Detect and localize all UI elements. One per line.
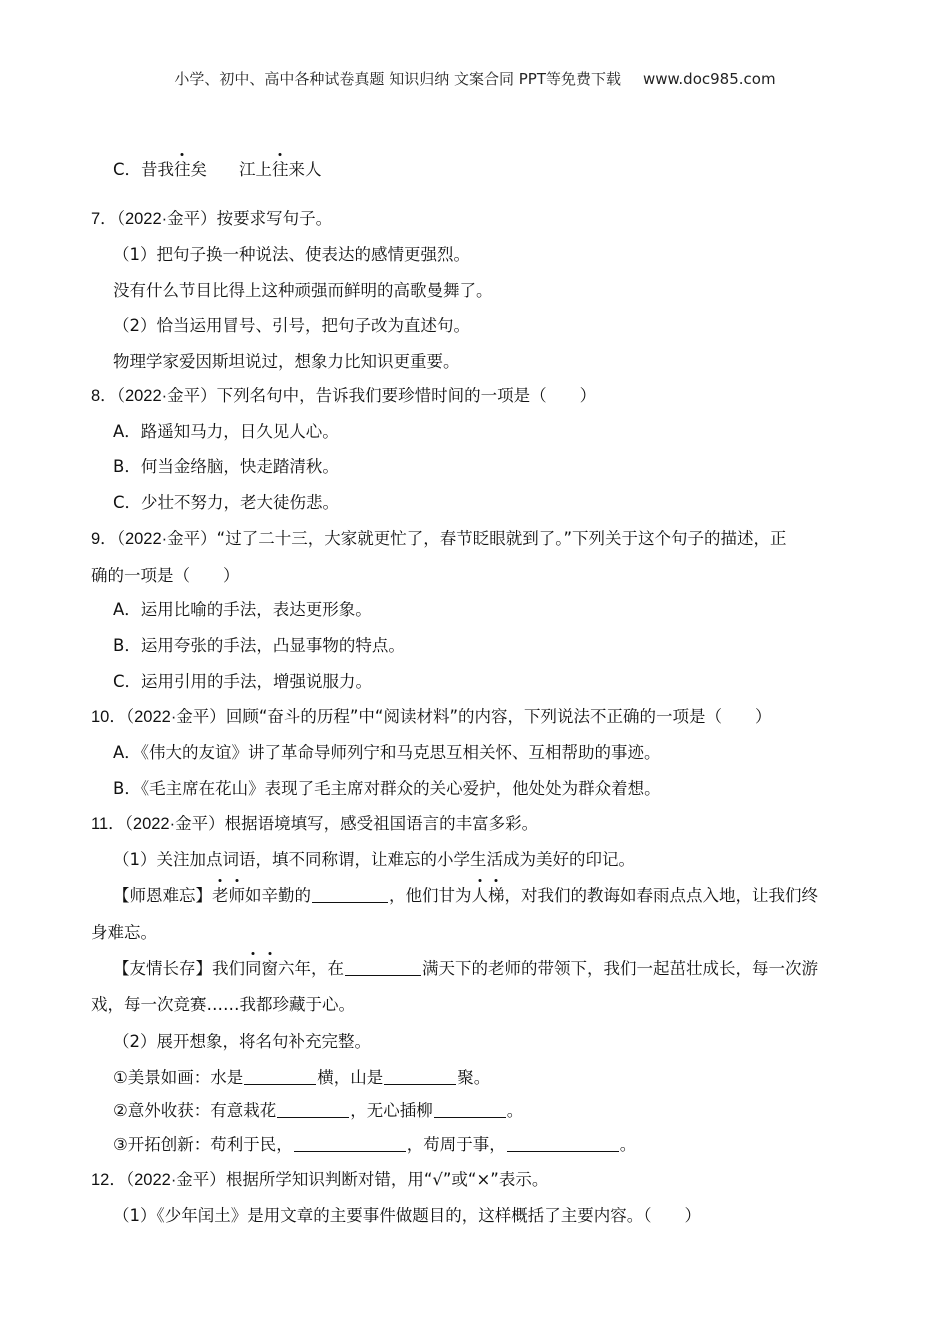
q11-part-1: （1）关注加点词语，填不同称谓，让难忘的小学生活成为美好的印记。 bbox=[113, 850, 635, 869]
question-9-cont: 确的一项是（ ） bbox=[91, 566, 240, 585]
fill-blank[interactable] bbox=[312, 886, 388, 903]
fill-blank[interactable] bbox=[507, 1135, 619, 1152]
question-9: 9．（2022·金平）“过了二十三，大家就更忙了，春节眨眼就到了。”下列关于这个句子的描述，正 bbox=[91, 529, 787, 548]
question-12: 12．（2022·金平）根据所学知识判断对错，用“√”或“×”表示。 bbox=[91, 1170, 549, 1189]
question-7: 7．（2022·金平）按要求写句子。 bbox=[91, 209, 333, 228]
q7-part-2: （2）恰当运用冒号、引号，把句子改为直述句。 bbox=[113, 316, 470, 335]
fill-blank[interactable] bbox=[345, 959, 421, 976]
q11-friend-line: 【友情长存】我们同窗六年，在 满天下的老师的带领下，我们一起茁壮成长，每一次游 bbox=[113, 959, 818, 978]
q10-option-b[interactable]: B．《毛主席在花山》表现了毛主席对群众的关心爱护，他处处为群众着想。 bbox=[113, 779, 661, 798]
q7-part-1: （1）把句子换一种说法、使表达的感情更强烈。 bbox=[113, 245, 470, 264]
header-text: 小学、初中、高中各种试卷真题 知识归纳 文案合同 PPT等免费下载 bbox=[174, 70, 621, 88]
q12-part-1: （1）《少年闰土》是用文章的主要事件做题目的，这样概括了主要内容。（ ） bbox=[113, 1206, 701, 1225]
q8-option-a[interactable]: A．路遥知马力，日久见人心。 bbox=[113, 422, 339, 441]
q11-part-2: （2）展开想象，将名句补充完整。 bbox=[113, 1032, 371, 1051]
q7-part-2-sentence: 物理学家爱因斯坦说过，想象力比知识更重要。 bbox=[113, 352, 460, 371]
fill-blank[interactable] bbox=[384, 1068, 456, 1085]
q11-teacher-line: 【师恩难忘】老师如辛勤的 ，他们甘为人梯，对我们的教诲如春雨点点入地，让我们终 bbox=[113, 886, 818, 905]
q11-item-2: ②意外收获：有意栽花 ，无心插柳 。 bbox=[113, 1101, 524, 1120]
page-header bbox=[0, 68, 950, 89]
q6-option-c[interactable]: C．昔我往矣 江上往来人 bbox=[113, 160, 322, 179]
q8-option-b[interactable]: B．何当金络脑，快走踏清秋。 bbox=[113, 457, 339, 476]
fill-blank[interactable] bbox=[294, 1135, 406, 1152]
header-url[interactable]: www.doc985.com bbox=[642, 70, 776, 88]
q7-part-1-sentence: 没有什么节目比得上这种顽强而鲜明的高歌曼舞了。 bbox=[113, 281, 493, 300]
fill-blank[interactable] bbox=[434, 1101, 506, 1118]
q9-option-c[interactable]: C．运用引用的手法，增强说服力。 bbox=[113, 672, 373, 691]
dotted-char: 往 bbox=[174, 160, 191, 179]
question-8: 8．（2022·金平）下列名句中，告诉我们要珍惜时间的一项是（ ） bbox=[91, 386, 597, 405]
fill-blank[interactable] bbox=[277, 1101, 349, 1118]
q11-teacher-line-cont: 身难忘。 bbox=[91, 923, 157, 942]
q9-option-a[interactable]: A．运用比喻的手法，表达更形象。 bbox=[113, 600, 372, 619]
question-11: 11．（2022·金平）根据语境填写，感受祖国语言的丰富多彩。 bbox=[91, 814, 539, 833]
q11-friend-line-cont: 戏，每一次竞赛……我都珍藏于心。 bbox=[91, 995, 355, 1014]
q11-item-3: ③开拓创新：苟利于民， ，苟周于事， 。 bbox=[113, 1135, 637, 1154]
dotted-char: 往 bbox=[272, 160, 289, 179]
q11-item-1: ①美景如画：水是 横，山是 聚。 bbox=[113, 1068, 491, 1087]
q9-option-b[interactable]: B．运用夸张的手法，凸显事物的特点。 bbox=[113, 636, 405, 655]
question-10: 10．（2022·金平）回顾“奋斗的历程”中“阅读材料”的内容，下列说法不正确的一项是（ ） bbox=[91, 707, 772, 726]
q8-option-c[interactable]: C．少壮不努力，老大徒伤悲。 bbox=[113, 493, 340, 512]
q10-option-a[interactable]: A．《伟大的友谊》讲了革命导师列宁和马克思互相关怀、互相帮助的事迹。 bbox=[113, 743, 661, 762]
fill-blank[interactable] bbox=[244, 1068, 316, 1085]
